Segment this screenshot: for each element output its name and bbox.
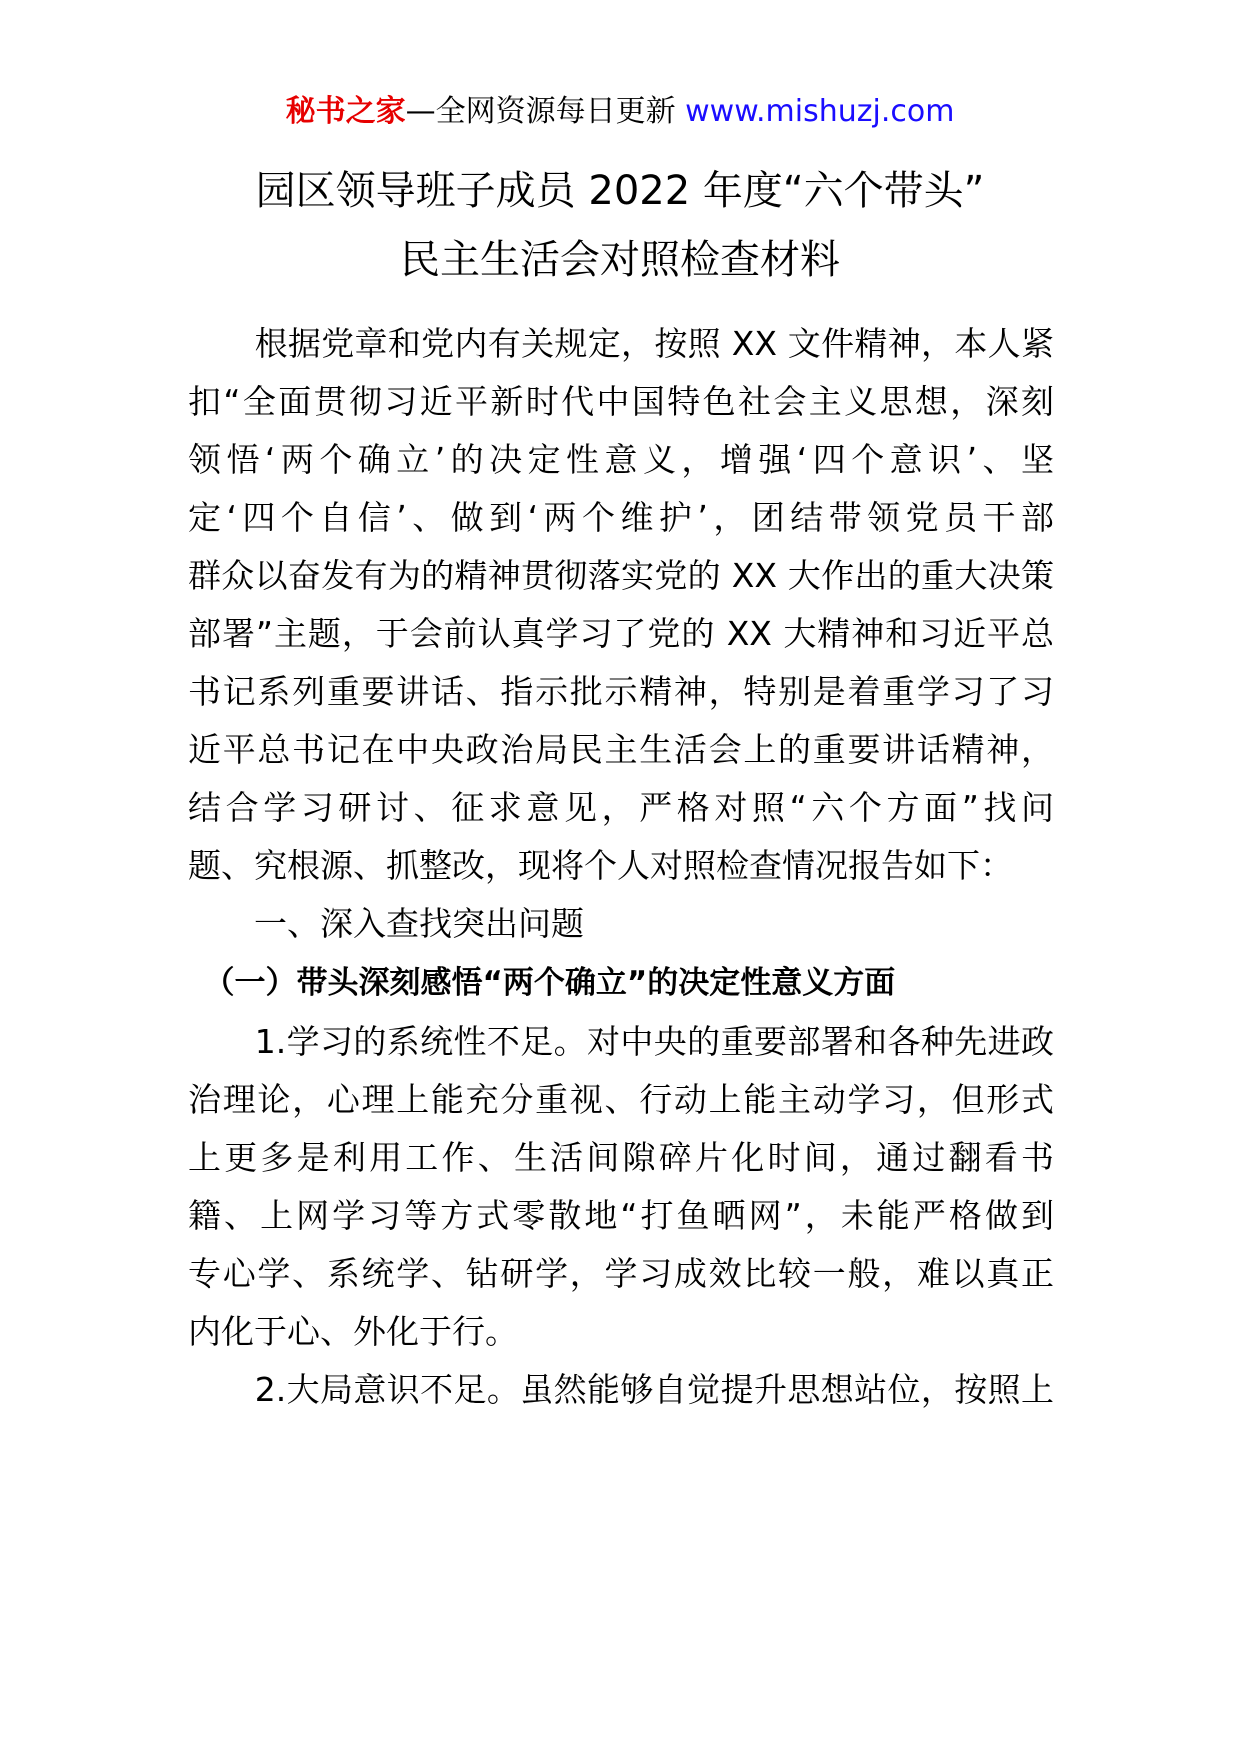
site-header	[0, 92, 1240, 132]
body-line: 部署”主题，于会前认真学习了党的 XX 大精神和习近平总	[188, 614, 1054, 653]
body-line: 扣“全面贯彻习近平新时代中国特色社会主义思想，深刻	[188, 382, 1054, 421]
section-heading: 一、深入查找突出问题	[188, 904, 584, 943]
brand-name: 秘书之家	[285, 94, 406, 129]
body-line: 内化于心、外化于行。	[188, 1312, 518, 1351]
body-line: 近平总书记在中央政治局民主生活会上的重要讲话精神，	[188, 730, 1054, 769]
body-line: 领悟‘两个确立’的决定性意义，增强‘四个意识’、坚	[188, 440, 1054, 479]
body-line: 2.大局意识不足。虽然能够自觉提升思想站位，按照上	[188, 1370, 1054, 1409]
subsection-heading: （一）带头深刻感悟“两个确立”的决定性意义方面	[188, 965, 896, 1001]
body-line: 结合学习研讨、征求意见，严格对照“六个方面”找问	[188, 788, 1054, 827]
body-line: 定‘四个自信’、做到‘两个维护’，团结带领党员干部	[188, 498, 1054, 537]
header-tagline: —全网资源每日更新	[405, 94, 686, 129]
body-line: 群众以奋发有为的精神贯彻落实党的 XX 大作出的重大决策	[188, 556, 1054, 595]
body-line: 治理论，心理上能充分重视、行动上能主动学习，但形式	[188, 1080, 1054, 1119]
body-line: 1.学习的系统性不足。对中央的重要部署和各种先进政	[188, 1022, 1054, 1061]
body-line: 专心学、系统学、钻研学，学习成效比较一般，难以真正	[188, 1254, 1054, 1293]
body-line: 上更多是利用工作、生活间隙碎片化时间，通过翻看书	[188, 1138, 1054, 1177]
body-line: 籍、上网学习等方式零散地“打鱼晒网”，未能严格做到	[188, 1196, 1054, 1235]
body-line: 根据党章和党内有关规定，按照 XX 文件精神，本人紧	[188, 324, 1054, 363]
document-title-line-2: 民主生活会对照检查材料	[400, 237, 840, 283]
body-line: 题、究根源、抓整改，现将个人对照检查情况报告如下：	[188, 846, 1013, 885]
body-line: 书记系列重要讲话、指示批示精神，特别是着重学习了习	[188, 672, 1054, 711]
site-url-link[interactable]: www.mishuzj.com	[685, 94, 955, 129]
document-title-line-1: 园区领导班子成员 2022 年度“六个带头”	[255, 168, 985, 214]
